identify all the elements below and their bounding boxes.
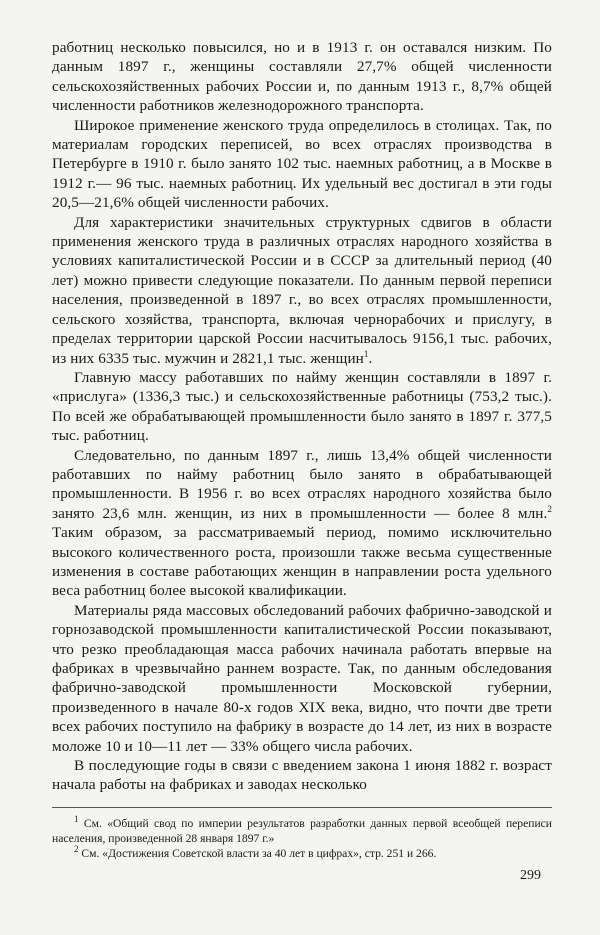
page-number: 299 bbox=[520, 868, 541, 883]
footnote-2-mark: 2 bbox=[74, 844, 79, 855]
paragraph-4 bbox=[52, 368, 552, 446]
paragraph-3-text: Для характеристики значительных структурных сдвигов в области применения женского труда в различных отраслях народного хозяйства в условиях капиталистической России и в СССР за длительный период (40 лет) можно привести следующие показатели. По данным первой переписи населения, произведенной в 1897 г., во всех отраслях промышленности, сельского хозяйства, транспорта, включая чернорабочих и прислугу, в пределах территории царской России насчитывалось 9156,1 тыс. рабочих, из них 6335 тыс. мужчин и 2821,1 тыс. женщин bbox=[52, 213, 552, 367]
footnote-1-mark: 1 bbox=[74, 814, 79, 825]
footnote-2-text: См. «Достижения Советской власти за 40 лет в цифрах», стр. 251 и 266. bbox=[81, 847, 437, 860]
footnote-ref-2: 2 bbox=[547, 503, 552, 514]
footnote-1 bbox=[52, 816, 552, 846]
paragraph-1 bbox=[52, 38, 552, 116]
paragraph-6 bbox=[52, 601, 552, 756]
paragraph-6-text: Материалы ряда массовых обследований рабочих фабрично-заводской и горнозаводской промышленности капиталистической России показывают, что резко преобладающая масса рабочих начинала работать впервые на фабриках в чрезвычайно раннем возрасте. Так, по данным обследования фабрично-заводской промышленности Московской губернии, произведенного в начале 80-х годов XIX века, видно, что почти две трети всех рабочих поступило на фабрику в возрасте до 14 лет, из них в возрасте моложе 10 и 10—11 лет — 33% общего числа рабочих. bbox=[52, 601, 552, 755]
paragraph-1-text: работниц несколько повысился, но и в 1913 г. он оставался низким. По данным 1897 г., женщины составляли 27,7% общей численности сельскохозяйственных рабочих России и, по данным 1913 г., 8,7% общей численности работников железнодорожного транспорта. bbox=[52, 39, 552, 115]
paragraph-2-text: Широкое применение женского труда определилось в столицах. Так, по материалам городских переписей, во всех отраслях производства в Петербурге в 1910 г. было занято 102 тыс. наемных работниц, а в Москве в 1912 г.— 96 тыс. наемных работниц. Их удельный вес достигал в эти годы 20,5—21,6% общей численности рабочих. bbox=[52, 116, 552, 212]
footnotes bbox=[52, 807, 552, 861]
paragraph-5 bbox=[52, 446, 552, 601]
paragraph-5-text: Следовательно, по данным 1897 г., лишь 13,4% общей численности работавших по найму работниц было занято в обрабатывающей промышленности. В 1956 г. во всех отраслях народного хозяйства было занято 23,6 млн. женщин, из них в промышленности — более 8 млн. bbox=[52, 446, 552, 522]
paragraph-3: Для характеристики значительных структурных сдвигов в области применения женского труда в различных отраслях народного хозяйства в условиях капиталистической России и в СССР за длительный период (40 лет) можно привести следующие показатели. По данным первой переписи населения, произведенной в 1897 г., во всех отраслях промышленности, сельского хозяйства, транспорта, включая чернорабочих и прислугу, в пределах территории царской России насчитывалось 9156,1 тыс. рабочих, из них 6335 тыс. мужчин и 2821,1 тыс. женщин$^1$. bbox=[52, 213, 552, 367]
footnote-1-text: См. «Общий свод по империи результатов разработки данных первой всеобщей переписи населения, произведенной 28 января 1897 г.» bbox=[52, 817, 553, 845]
paragraph-5-continuation: Таким образом, за рассматриваемый период, помимо исключительно высокого количественного роста, произошли также весьма существенные изменения в составе работающих женщин в направлении роста удельного веса работниц более высокой квалификации. bbox=[52, 524, 552, 600]
footnote-ref-1: 1 bbox=[363, 348, 369, 359]
paragraph-7 bbox=[52, 756, 552, 795]
paragraph-7-text: В последующие годы в связи с введением закона 1 июня 1882 г. возраст начала работы на фабриках и заводах несколько bbox=[52, 757, 552, 794]
footnote-2 bbox=[52, 846, 552, 861]
paragraph-4-text: Главную массу работавших по найму женщин составляли в 1897 г. «прислуга» (1336,3 тыс.) и сельскохозяйственные работницы (753,2 тыс.). По всей же обрабатывающей промышленности было занято в 1897 г. 377,5 тыс. работниц. bbox=[52, 368, 552, 445]
paragraph-2 bbox=[52, 116, 552, 213]
page-body bbox=[52, 38, 552, 795]
